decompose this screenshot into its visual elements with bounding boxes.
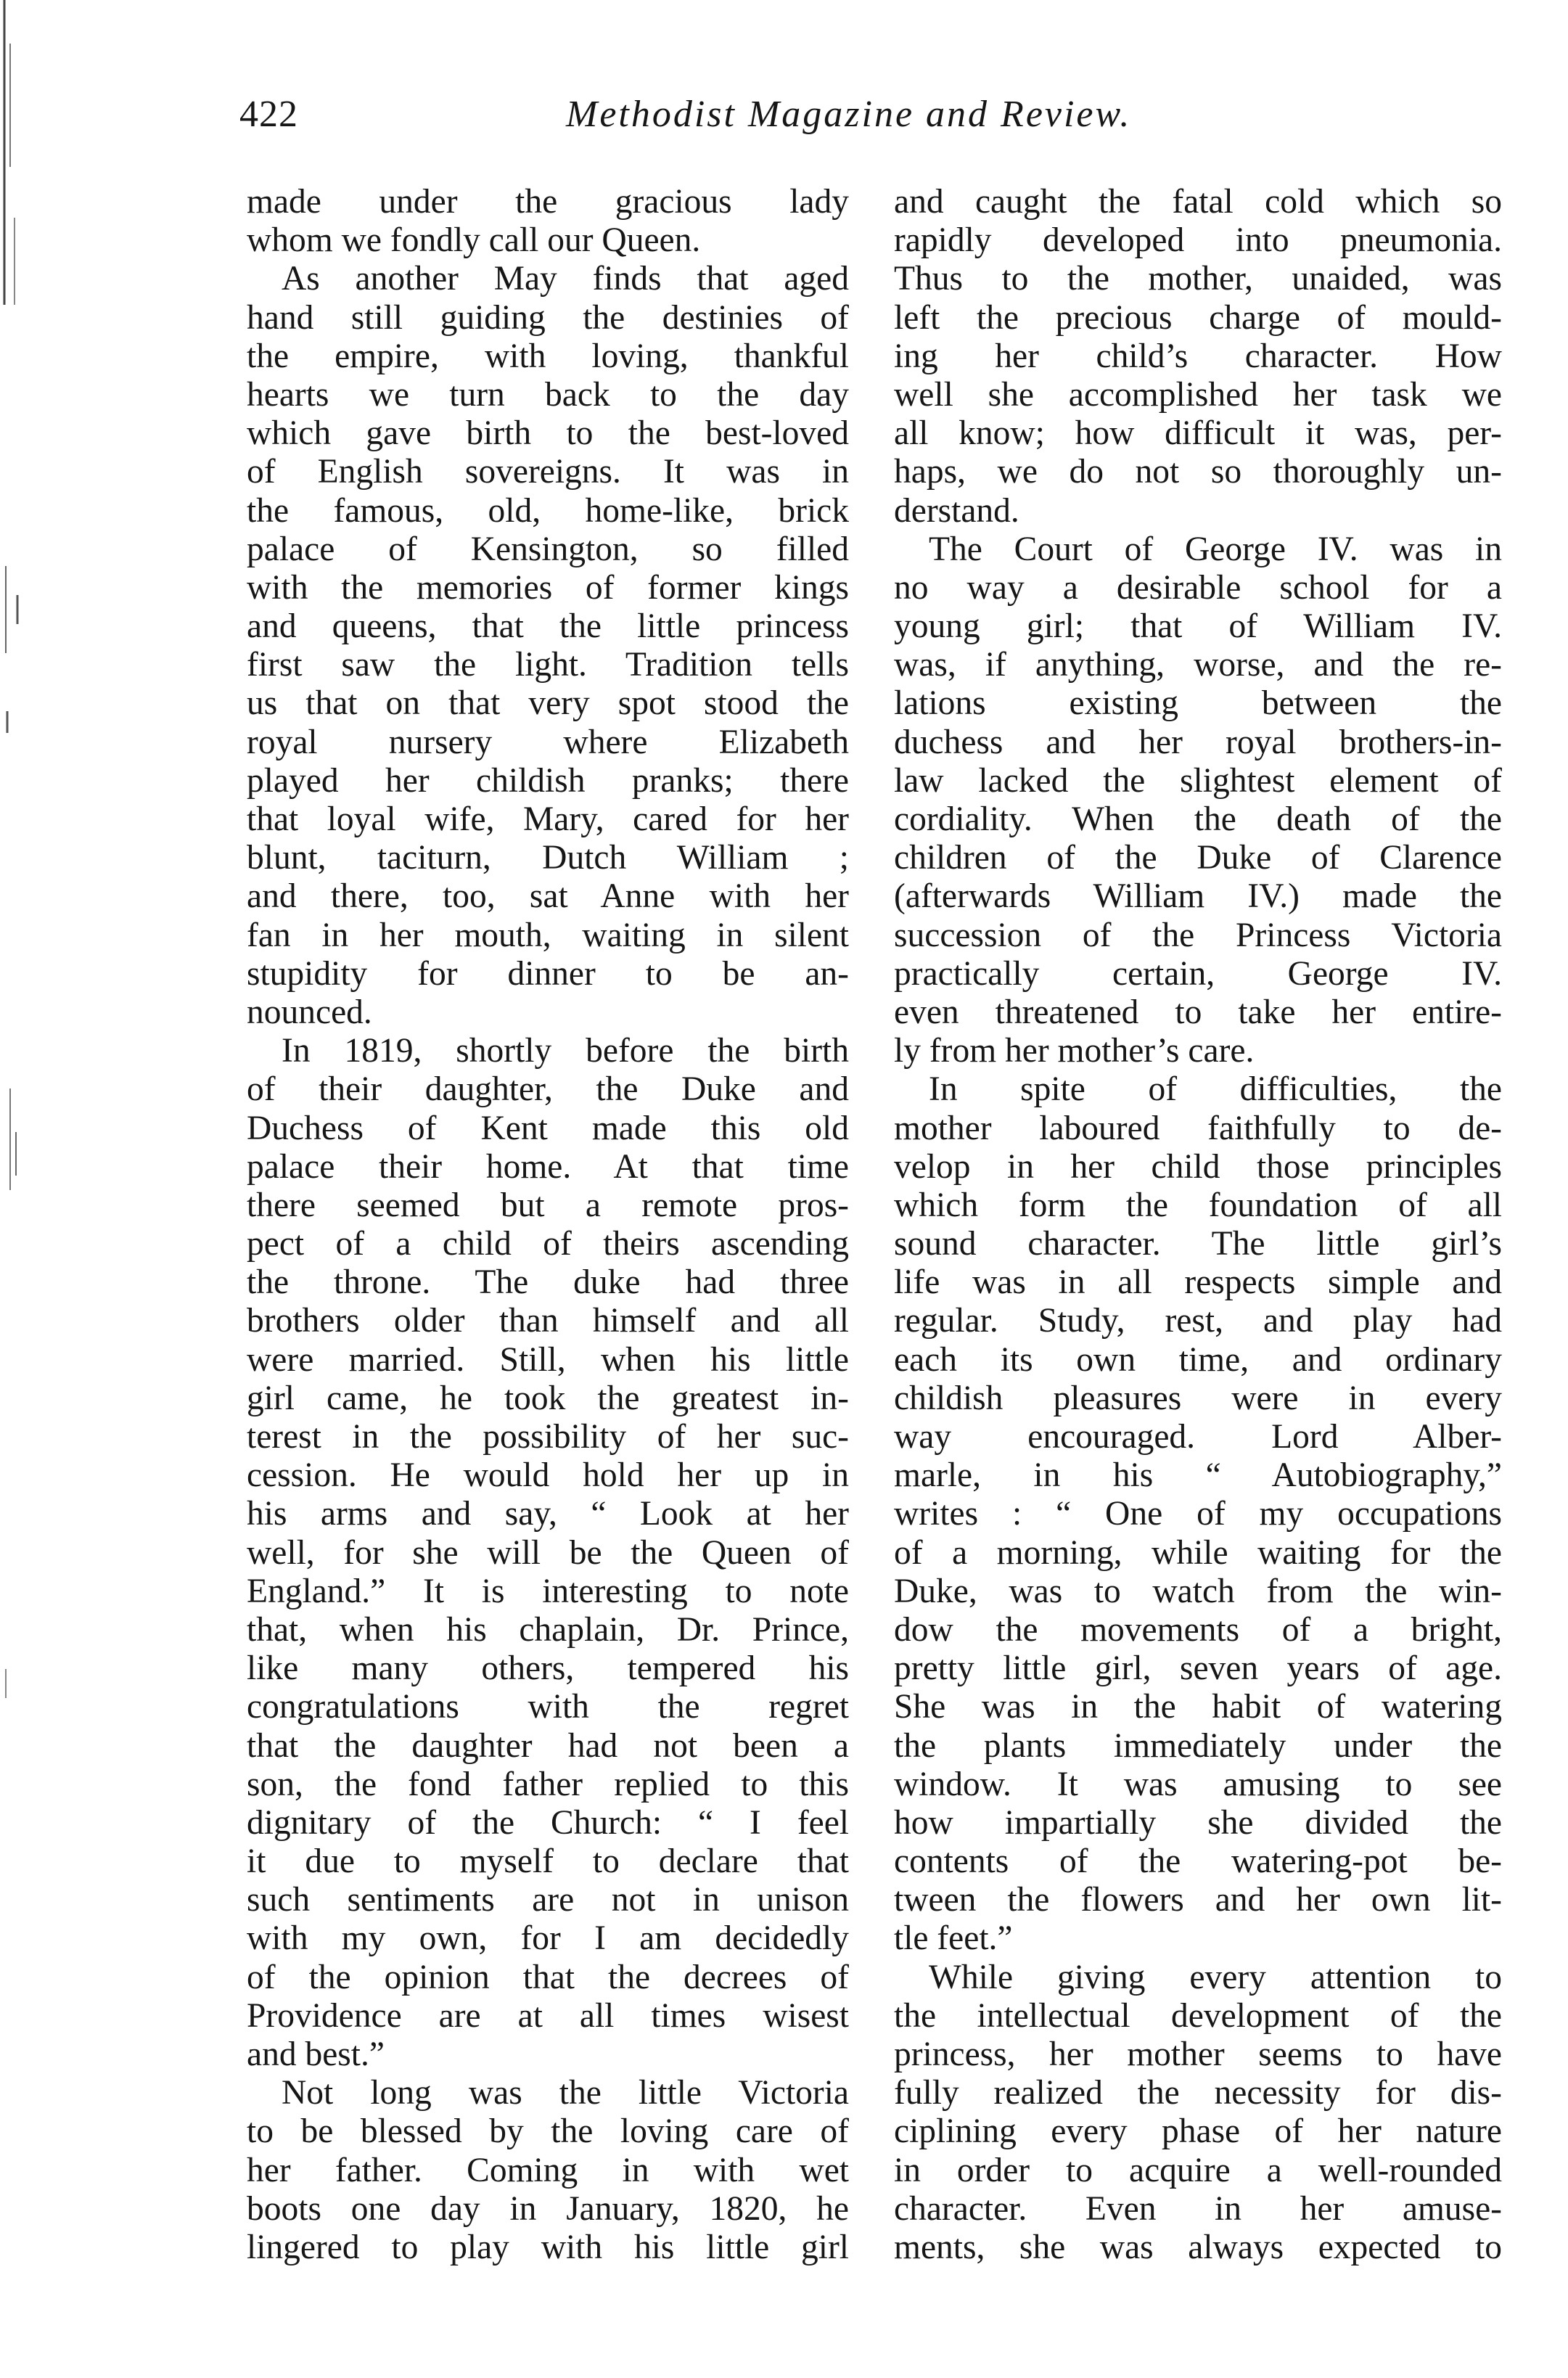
text-line: well, for she will be the Queen of xyxy=(247,1533,849,1572)
text-line: played her childish pranks; there xyxy=(247,761,849,800)
text-line: pretty little girl, seven years of age. xyxy=(894,1649,1502,1688)
text-line: palace of Kensington, so filled xyxy=(247,530,849,568)
text-line: In spite of difficulties, the xyxy=(929,1070,1502,1109)
text-line: and caught the fatal cold which so xyxy=(894,183,1502,221)
text-line: As another May finds that aged xyxy=(282,260,849,298)
text-line: that, when his chaplain, Dr. Prince, xyxy=(247,1610,849,1649)
text-line: princess, her mother seems to have xyxy=(894,2035,1502,2073)
text-line: all know; how difficult it was, per- xyxy=(894,414,1502,453)
text-line: nounced. xyxy=(247,993,372,1031)
text-line: how impartially she divided the xyxy=(894,1803,1502,1842)
text-line: the famous, old, home-like, brick xyxy=(247,491,849,530)
text-line: mother laboured faithfully to de- xyxy=(894,1109,1502,1147)
text-line: of a morning, while waiting for the xyxy=(894,1533,1502,1572)
text-line: the empire, with loving, thankful xyxy=(247,337,849,375)
text-line: rapidly developed into pneumonia. xyxy=(894,221,1502,260)
text-line: regular. Study, rest, and play had xyxy=(894,1302,1502,1340)
text-line: ments, she was always expected to xyxy=(894,2228,1502,2266)
text-line: England.” It is interesting to note xyxy=(247,1572,849,1610)
text-line: even threatened to take her entire- xyxy=(894,993,1502,1031)
text-line: with the memories of former kings xyxy=(247,568,849,607)
text-line: boots one day in January, 1820, he xyxy=(247,2189,849,2228)
text-line: fan in her mouth, waiting in silent xyxy=(247,916,849,954)
text-line: of their daughter, the Duke and xyxy=(247,1070,849,1109)
text-line: the throne. The duke had three xyxy=(247,1263,849,1302)
running-head xyxy=(218,93,1509,158)
text-line: way encouraged. Lord Alber- xyxy=(894,1418,1502,1456)
text-line: Not long was the little Victoria xyxy=(282,2074,849,2112)
text-line: While giving every attention to xyxy=(929,1958,1502,1996)
text-line: blunt, taciturn, Dutch William ; xyxy=(247,839,849,877)
text-line: In 1819, shortly before the birth xyxy=(282,1032,849,1070)
text-line: lations existing between the xyxy=(894,684,1502,723)
text-line: marle, in his “ Autobiography,” xyxy=(894,1456,1502,1495)
text-line: cordiality. When the death of the xyxy=(894,800,1502,838)
text-line: that loyal wife, Mary, cared for her xyxy=(247,800,849,838)
text-line: tle feet.” xyxy=(894,1919,1013,1958)
text-line: first saw the light. Tradition tells xyxy=(247,646,849,684)
text-line: were married. Still, when his little xyxy=(247,1340,849,1379)
text-line: practically certain, George IV. xyxy=(894,954,1502,993)
text-line: and best.” xyxy=(247,2035,385,2073)
text-line: whom we fondly call our Queen. xyxy=(247,221,701,260)
text-line: palace their home. At that time xyxy=(247,1147,849,1186)
text-line: pect of a child of theirs ascending xyxy=(247,1225,849,1263)
text-line: no way a desirable school for a xyxy=(894,568,1502,607)
text-line: young girl; that of William IV. xyxy=(894,607,1502,646)
text-line: law lacked the slightest element of xyxy=(894,761,1502,800)
text-line: each its own time, and ordinary xyxy=(894,1340,1502,1379)
text-line: Thus to the mother, unaided, was xyxy=(894,260,1502,298)
text-line: cession. He would hold her up in xyxy=(247,1456,849,1495)
text-line: and there, too, sat Anne with her xyxy=(247,877,849,916)
text-line: his arms and say, “ Look at her xyxy=(247,1495,849,1533)
text-line: ly from her mother’s care. xyxy=(894,1032,1255,1070)
text-line: tween the flowers and her own lit- xyxy=(894,1881,1502,1919)
text-line: of the opinion that the decrees of xyxy=(247,1958,849,1996)
text-line: sound character. The little girl’s xyxy=(894,1225,1502,1263)
text-line: dow the movements of a bright, xyxy=(894,1610,1502,1649)
text-line: brothers older than himself and all xyxy=(247,1302,849,1340)
text-line: well she accomplished her task we xyxy=(894,375,1502,414)
text-line: window. It was amusing to see xyxy=(894,1765,1502,1803)
text-line: son, the fond father replied to this xyxy=(247,1765,849,1803)
text-line: in order to acquire a well-rounded xyxy=(894,2151,1502,2189)
text-line: Duchess of Kent made this old xyxy=(247,1109,849,1147)
text-line: girl came, he took the greatest in- xyxy=(247,1379,849,1417)
text-line: The Court of George IV. was in xyxy=(929,530,1502,568)
text-line: ciplining every phase of her nature xyxy=(894,2112,1502,2151)
text-line: lingered to play with his little girl xyxy=(247,2228,849,2266)
text-line: Duke, was to watch from the win- xyxy=(894,1572,1502,1610)
text-line: writes : “ One of my occupations xyxy=(894,1495,1502,1533)
text-line: us that on that very spot stood the xyxy=(247,684,849,723)
text-line: her father. Coming in with wet xyxy=(247,2151,849,2189)
text-line: the plants immediately under the xyxy=(894,1726,1502,1765)
text-line: there seemed but a remote pros- xyxy=(247,1186,849,1224)
text-line: derstand. xyxy=(894,491,1019,530)
text-line: ing her child’s character. How xyxy=(894,337,1502,375)
text-line: like many others, tempered his xyxy=(247,1649,849,1688)
text-line: such sentiments are not in unison xyxy=(247,1881,849,1919)
text-line: was, if anything, worse, and the re- xyxy=(894,646,1502,684)
text-line: it due to myself to declare that xyxy=(247,1842,849,1881)
text-line: succession of the Princess Victoria xyxy=(894,916,1502,954)
text-line: hearts we turn back to the day xyxy=(247,375,849,414)
text-line: dignitary of the Church: “ I feel xyxy=(247,1803,849,1842)
text-line: to be blessed by the loving care of xyxy=(247,2112,849,2151)
page-number: 422 xyxy=(239,94,298,135)
text-line: haps, we do not so thoroughly un- xyxy=(894,453,1502,491)
text-line: contents of the watering-pot be- xyxy=(894,1842,1502,1881)
text-line: fully realized the necessity for dis- xyxy=(894,2074,1502,2112)
text-line: which form the foundation of all xyxy=(894,1186,1502,1224)
text-line: stupidity for dinner to be an- xyxy=(247,954,849,993)
text-line: Providence are at all times wisest xyxy=(247,1996,849,2035)
text-line: velop in her child those principles xyxy=(894,1147,1502,1186)
scan-edge-marks xyxy=(0,0,44,2378)
text-line: the intellectual development of the xyxy=(894,1996,1502,2035)
text-line: with my own, for I am decidedly xyxy=(247,1919,849,1958)
text-line: made under the gracious lady xyxy=(247,183,849,221)
text-line: She was in the habit of watering xyxy=(894,1688,1502,1726)
journal-title: Methodist Magazine and Review. xyxy=(566,94,1132,135)
text-line: hand still guiding the destinies of xyxy=(247,298,849,337)
text-line: left the precious charge of mould- xyxy=(894,298,1502,337)
left-column xyxy=(247,183,849,2267)
text-line: children of the Duke of Clarence xyxy=(894,839,1502,877)
text-line: life was in all respects simple and xyxy=(894,1263,1502,1302)
text-line: (afterwards William IV.) made the xyxy=(894,877,1502,916)
right-column xyxy=(894,183,1502,2267)
text-line: childish pleasures were in every xyxy=(894,1379,1502,1417)
text-line: character. Even in her amuse- xyxy=(894,2189,1502,2228)
text-line: that the daughter had not been a xyxy=(247,1726,849,1765)
text-line: terest in the possibility of her suc- xyxy=(247,1418,849,1456)
text-line: duchess and her royal brothers-in- xyxy=(894,723,1502,761)
text-line: and queens, that the little princess xyxy=(247,607,849,646)
text-line: congratulations with the regret xyxy=(247,1688,849,1726)
text-line: royal nursery where Elizabeth xyxy=(247,723,849,761)
text-line: of English sovereigns. It was in xyxy=(247,453,849,491)
text-line: which gave birth to the best-loved xyxy=(247,414,849,453)
